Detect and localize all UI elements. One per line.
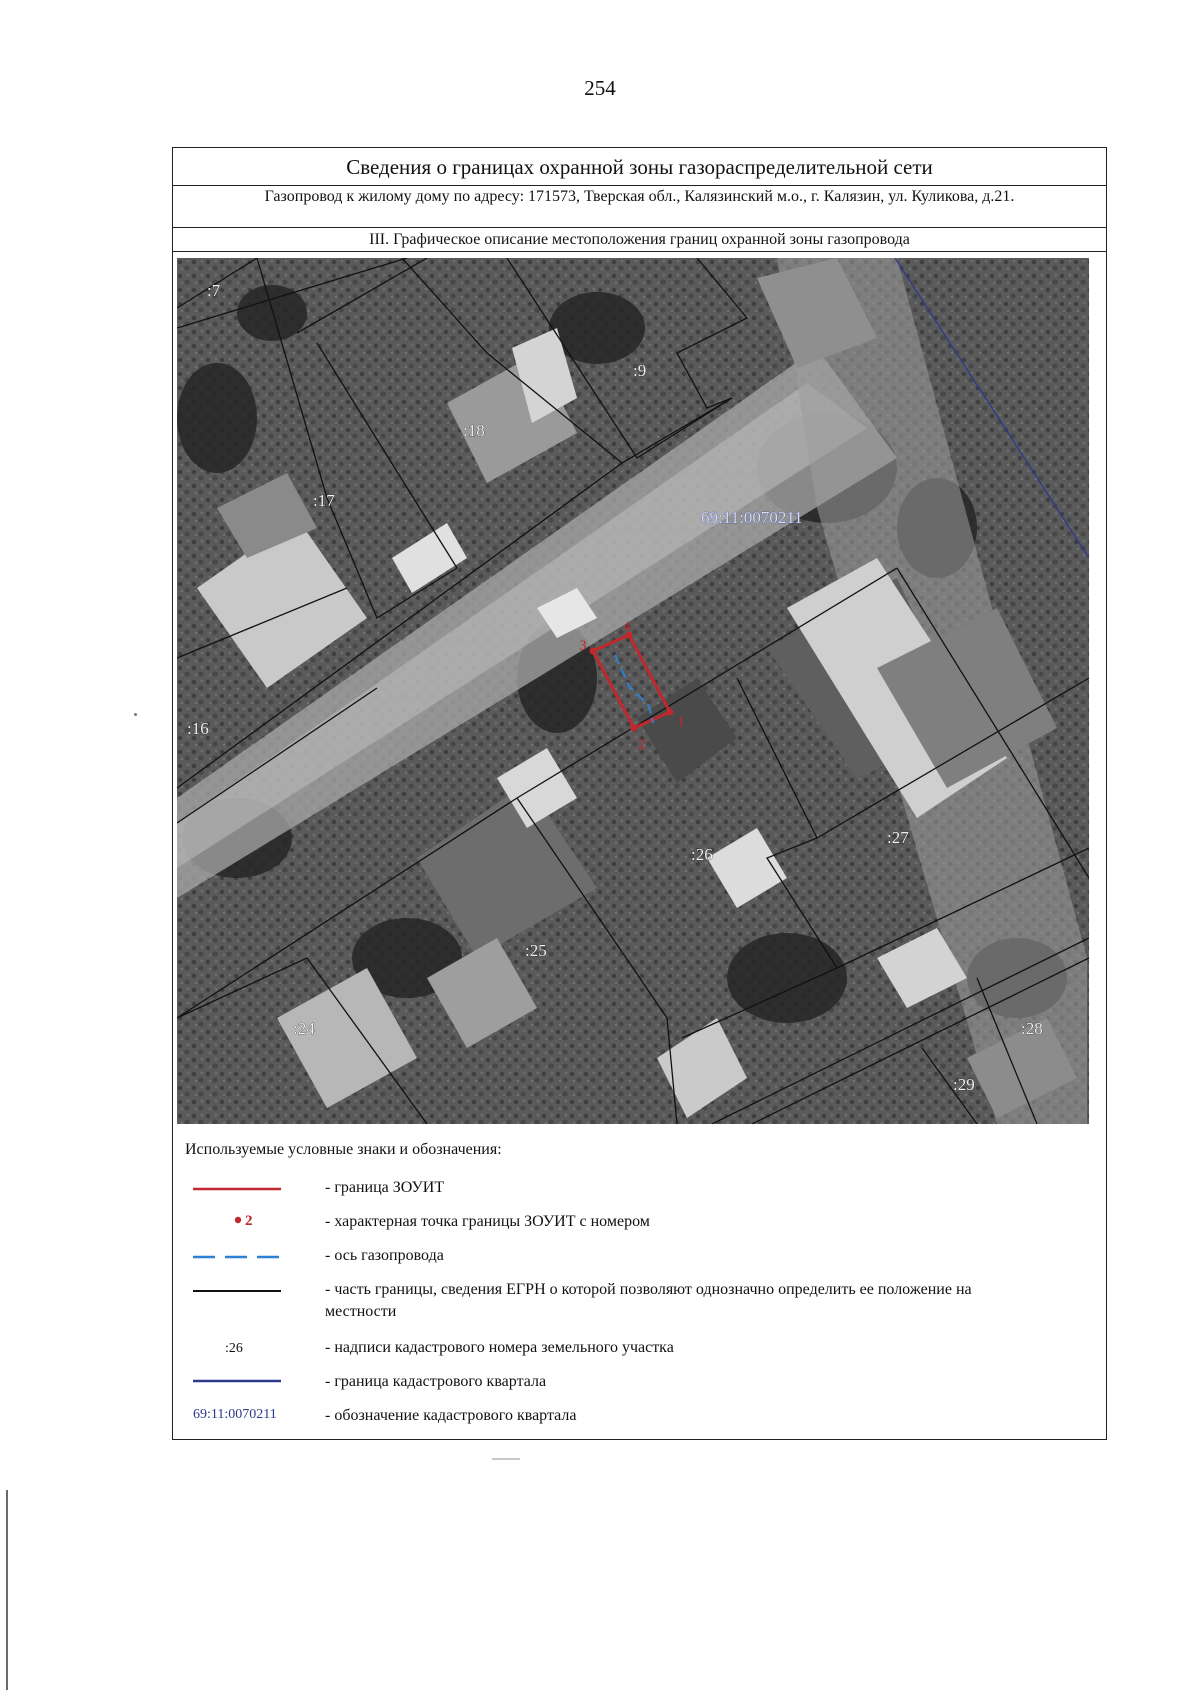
blue-dashed-line-icon [193,1245,285,1269]
boundary-point-label-2: 2 [638,737,646,753]
black-line-icon [193,1279,285,1303]
parcel-label-25: :25 [525,941,547,960]
boundary-point-label-4: 4 [623,619,631,635]
boundary-point-2[interactable] [631,725,638,732]
legend-text: - надписи кадастрового номера земельного участка [325,1339,674,1356]
scan-edge-line [6,1490,8,1690]
parcel-label-26: :26 [691,845,713,864]
parcel-label-9: :9 [633,361,647,380]
navy-line-icon [193,1371,285,1395]
legend-heading: Используемые условные знаки и обозначения: [185,1141,502,1158]
cadastral-block-label: 69:11:0070211 [701,508,803,527]
aerial-map[interactable] [177,258,1089,1124]
parcel-label-16: :16 [187,719,209,738]
legend-text: - граница ЗОУИТ [325,1179,445,1196]
parcel-label-17: :17 [313,491,335,510]
legend-text: - характерная точка границы ЗОУИТ с номером [325,1213,650,1230]
scan-speck [134,713,137,716]
boundary-point-label-3: 3 [579,638,587,654]
map-canvas [177,258,1089,1124]
parcel-label-29: :29 [953,1075,975,1094]
red-line-icon [193,1177,285,1201]
legend-text: - ось газопровода [325,1247,444,1264]
parcel-label-28: :28 [1021,1019,1043,1038]
section-title: III. Графическое описание местоположения границ охранной зоны газопровода [173,228,1106,252]
red-point-icon [193,1211,285,1235]
legend-text: - граница кадастрового квартала [325,1373,547,1390]
legend-point-number: 2 [245,1213,253,1229]
scan-mark [492,1458,520,1460]
page-number: 254 [584,76,616,100]
document-title: Сведения о границах охранной зоны газораспределительной сети [173,148,1106,186]
legend-text: - обозначение кадастрового квартала [325,1407,577,1424]
zone-info-sheet [172,147,1107,1440]
legend-text: - часть границы, сведения ЕГРН о которой позволяют однозначно определить ее положение на местности [325,1281,972,1320]
object-address: Газопровод к жилому дому по адресу: 171573, Тверская обл., Калязинский м.о., г. Калязин, ул. Куликова, д.21. [173,186,1106,228]
boundary-point-label-1: 1 [677,714,685,730]
block-number-sample: 69:11:0070211 [193,1407,277,1422]
boundary-point-1[interactable] [667,709,674,716]
parcel-label-24: :24 [293,1019,315,1038]
parcel-label-18: :18 [463,421,485,440]
parcel-label-7: :7 [207,281,221,300]
parcel-number-sample: :26 [225,1341,243,1356]
boundary-point-3[interactable] [590,648,597,655]
parcel-label-27: :27 [887,828,909,847]
